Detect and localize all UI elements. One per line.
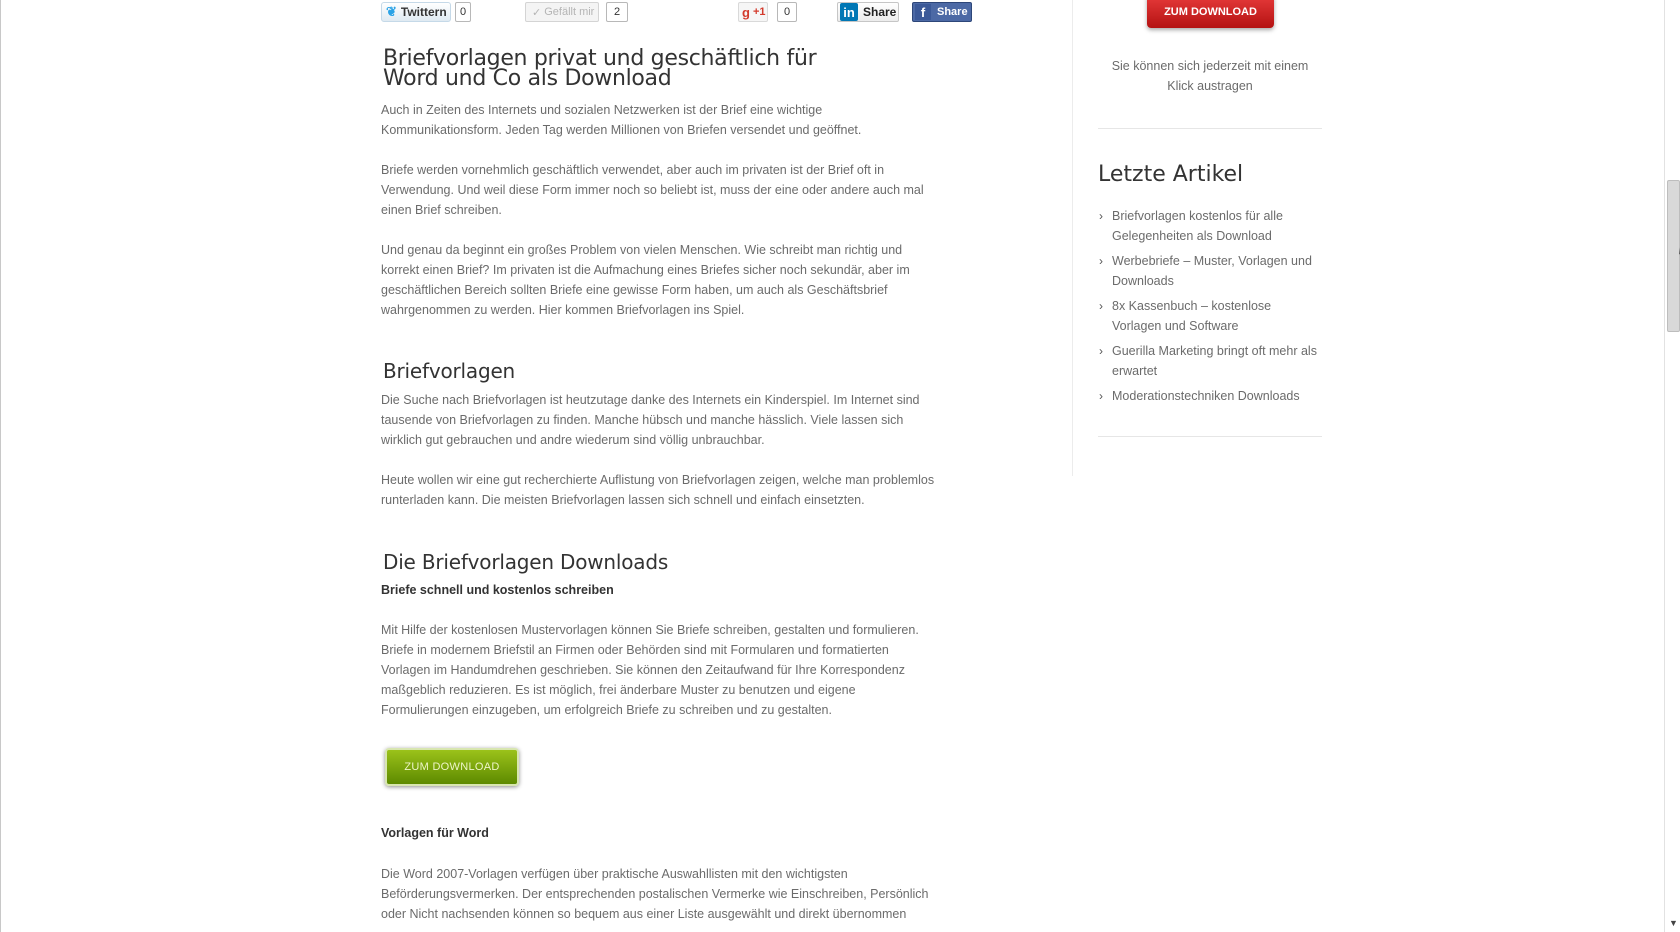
unsubscribe-text: Sie können sich jederzeit mit einem Klick austragen	[1111, 59, 1309, 93]
recent-article-item[interactable]	[1098, 296, 1322, 336]
downloads-paragraph-1: Mit Hilfe der kostenlosen Mustervorlagen können Sie Briefe schreiben, gestalten und formulieren. Briefe in modernem Briefstil an Firmen oder Behörden sind mit Formularen und formatierten Vorlagen im Handumdrehen geschrieben. Sie können den Zeitaufwand für Ihre Korrespondenz maßgeblich reduzieren. Es ist möglich, frei änderbare Muster zu benutzen und eigene Formulierungen einzugeben, um erfolgreich Briefe zu schreiben und zu gestalten.	[381, 623, 919, 717]
briefvorlagen-paragraph-2: Heute wollen wir eine gut recherchierte Auflistung von Briefvorlagen zeigen, welche man problemlos runterladen kann. Die meisten Briefvorlagen lassen sich schnell und einfach einsetzten.	[381, 473, 935, 507]
briefvorlagen-paragraph-1: Die Suche nach Briefvorlagen ist heutzutage danke des Internets ein Kinderspiel. Im Internet sind tausende von Briefvorlagen zu finden. Manche hübsch und manche hässlich. Viele lassen sich wirklich gut gebrauchen und andre wiederum sind völlig unbrauchbar.	[381, 393, 920, 447]
facebook-like-label: Gefällt mir	[544, 6, 595, 18]
recent-article-item[interactable]	[1098, 341, 1322, 381]
facebook-like-count: 2	[606, 2, 628, 22]
recent-article-item[interactable]	[1098, 206, 1322, 246]
recent-article-item[interactable]	[1098, 386, 1322, 406]
google-plus-label: +1	[752, 6, 766, 18]
recent-article-link[interactable]: Briefvorlagen kostenlos für alle Gelegenheiten als Download	[1112, 209, 1283, 243]
linkedin-share-label: Share	[863, 5, 897, 19]
linkedin-share-button[interactable]	[837, 2, 899, 22]
chevron-right-icon: ›	[1099, 344, 1103, 358]
twitter-label: Twittern	[400, 5, 447, 19]
chevron-right-icon: ›	[1099, 389, 1103, 403]
sidebar-separator-bottom	[1098, 436, 1322, 437]
intro-paragraph-1: Auch in Zeiten des Internets und sozialen Netzwerken ist der Brief eine wichtige Kommunikationsform. Jeden Tag werden Millionen von Briefen versendet und geöffnet.	[381, 103, 862, 137]
heading-briefvorlagen: Briefvorlagen	[383, 359, 516, 383]
facebook-icon: f	[915, 4, 931, 20]
linkedin-icon: in	[840, 3, 858, 21]
article-title-line-1: Briefvorlagen privat und geschäftlich für	[383, 46, 817, 71]
recent-article-item[interactable]	[1098, 251, 1322, 291]
subheading-word: Vorlagen für Word	[381, 826, 489, 840]
subheading-schnell: Briefe schnell und kostenlos schreiben	[381, 583, 614, 597]
recent-articles-title: Letzte Artikel	[1098, 162, 1244, 187]
google-plus-icon: g	[742, 4, 750, 20]
facebook-like-button[interactable]	[525, 2, 599, 22]
google-plus-button[interactable]	[738, 2, 768, 22]
article-title-line-2: Word und Co als Download	[383, 66, 672, 91]
checkmark-icon: ✓	[532, 6, 542, 19]
word-paragraph-1: Die Word 2007-Vorlagen verfügen über praktische Auswahllisten mit den wichtigsten Beförderungsvermerken. Der entsprechenden postalischen Vermerke wie Einschreiben, Persönlich oder Nicht nachsenden können so bequem aus einer Liste ausgewählt und direkt übernommen	[381, 867, 929, 921]
intro-paragraph-3: Und genau da beginnt ein großes Problem von vielen Menschen. Wie schreibt man richtig und korrekt einen Brief? Im privaten ist die Aufmachung eines Briefes sicher noch sekundär, aber im geschäftlichen Bereich sollten Briefe eine gewisse Form haben, um auch als Geschäftsbrief wahrgenommen zu werden. Hier kommen Briefvorlagen ins Spiel.	[381, 243, 910, 317]
recent-article-link[interactable]: Guerilla Marketing bringt oft mehr als erwartet	[1112, 344, 1317, 378]
download-button-red[interactable]: ZUM DOWNLOAD	[1147, 0, 1274, 28]
facebook-share-button[interactable]	[912, 2, 972, 22]
recent-article-link[interactable]: 8x Kassenbuch – kostenlose Vorlagen und Software	[1112, 299, 1272, 333]
scroll-down-arrow-icon[interactable]: ▼	[1669, 918, 1678, 928]
vertical-scrollbar[interactable]	[1664, 0, 1680, 932]
recent-article-link[interactable]: Werbebriefe – Muster, Vorlagen und Downloads	[1112, 254, 1312, 288]
sidebar-separator	[1098, 128, 1322, 129]
heading-downloads: Die Briefvorlagen Downloads	[383, 550, 669, 574]
twitter-bird-icon: ❦	[386, 4, 397, 19]
intro-paragraph-2: Briefe werden vornehmlich geschäftlich verwendet, aber auch im privaten ist der Brief oft in Verwendung. Und weil diese Form immer noch so beliebt ist, muss der eine oder andere auch mal einen Brief schreiben.	[381, 163, 924, 217]
twitter-count: 0	[455, 2, 471, 22]
chevron-right-icon: ›	[1099, 209, 1103, 223]
recent-article-link[interactable]: Moderationstechniken Downloads	[1112, 389, 1300, 403]
column-divider	[1072, 0, 1073, 476]
chevron-right-icon: ›	[1099, 299, 1103, 313]
recent-articles-list	[1098, 206, 1322, 411]
facebook-share-label: Share	[937, 6, 968, 18]
chevron-right-icon: ›	[1099, 254, 1103, 268]
download-button-green[interactable]: ZUM DOWNLOAD	[385, 748, 519, 786]
twitter-button[interactable]	[381, 2, 451, 22]
article-title	[383, 46, 863, 91]
google-plus-count: 0	[777, 2, 797, 22]
scrollbar-thumb[interactable]	[1667, 180, 1680, 332]
